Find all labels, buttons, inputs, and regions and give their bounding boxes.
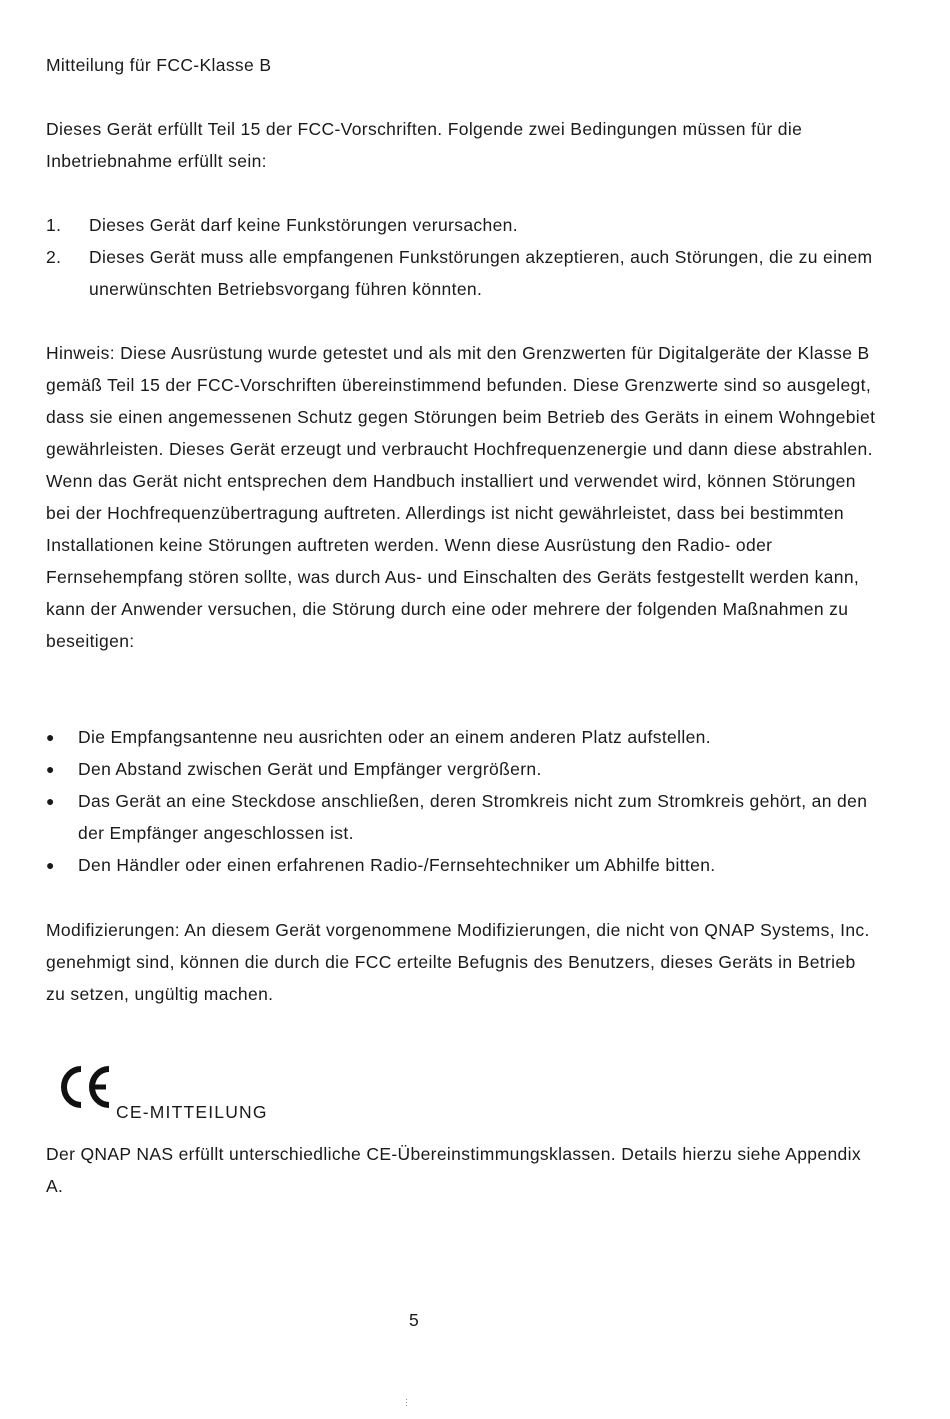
page-number: 5 (408, 1310, 420, 1330)
list-item-text: Den Abstand zwischen Gerät und Empfänger vergrößern. (78, 759, 542, 779)
list-item-text: Dieses Gerät muss alle empfangenen Funkstörungen akzeptieren, auch Störungen, die zu einem unerwünschten Betriebsvorgang führen könnten. (89, 247, 873, 299)
fcc-conditions-list (46, 209, 876, 305)
fcc-intro-paragraph: Dieses Gerät erfüllt Teil 15 der FCC-Vorschriften. Folgende zwei Bedingungen müssen für die Inbetriebnahme erfüllt sein: (46, 119, 803, 171)
bullet-icon: ● (46, 857, 55, 873)
bullet-icon: ● (46, 793, 55, 809)
list-number: 1. (46, 215, 62, 235)
fcc-measures-list (46, 721, 876, 881)
list-item (46, 209, 876, 241)
ce-paragraph: Der QNAP NAS erfüllt unterschiedliche CE-Übereinstimmungsklassen. Details hierzu siehe Appendix A. (46, 1144, 861, 1196)
list-item-text: Dieses Gerät darf keine Funkstörungen verursachen. (89, 215, 518, 235)
ce-logo-icon (54, 1062, 114, 1112)
list-item-text: Den Händler oder einen erfahrenen Radio-/Fernsehtechniker um Abhilfe bitten. (78, 855, 716, 875)
list-item-text: Die Empfangsantenne neu ausrichten oder an einem anderen Platz aufstellen. (78, 727, 711, 747)
list-item (46, 849, 876, 881)
list-number: 2. (46, 247, 62, 267)
fcc-title: Mitteilung für FCC-Klasse B (46, 55, 272, 75)
list-item (46, 241, 876, 305)
list-item-text: Das Gerät an eine Steckdose anschließen, deren Stromkreis nicht zum Stromkreis gehört, an den der Empfänger angeschlossen ist. (78, 791, 868, 843)
ce-heading: CE-MITTEILUNG (116, 1102, 268, 1122)
list-item (46, 721, 876, 753)
fcc-hinweis-paragraph: Hinweis: Diese Ausrüstung wurde getestet und als mit den Grenzwerten für Digitalgeräte der Klasse B gemäß Teil 15 der FCC-Vorschriften übereinstimmend befunden. Diese Grenzwerte sind so ausgelegt, dass sie einen angemessenen Schutz gegen Störungen beim Betrieb des Geräts in einem Wohngebiet gewährleisten. Dieses Gerät erzeugt und verbraucht Hochfrequenzenergie und dann diese abstrahlen. Wenn das Gerät nicht entsprechen dem Handbuch installiert und verwendet wird, können Störungen bei der Hochfrequenzübertragung auftreten. Allerdings ist nicht gewährleistet, dass bei bestimmten Installationen keine Störungen auftreten werden. Wenn diese Ausrüstung den Radio- oder Fernsehempfang stören sollte, was durch Aus- und Einschalten des Geräts festgestellt werden kann, kann der Anwender versuchen, die Störung durch eine oder mehrere der folgenden Maßnahmen zu beseitigen: (46, 343, 876, 651)
scan-artifact-dots (405, 1399, 409, 1407)
list-item (46, 785, 876, 849)
bullet-icon: ● (46, 729, 55, 745)
bullet-icon: ● (46, 761, 55, 777)
list-item (46, 753, 876, 785)
ce-section-header (46, 1062, 876, 1128)
fcc-modifications-paragraph: Modifizierungen: An diesem Gerät vorgenommene Modifizierungen, die nicht von QNAP Systems, Inc. genehmigt sind, können die durch die FCC erteilte Befugnis des Benutzers, dieses Geräts in Betrieb zu setzen, ungültig machen. (46, 920, 870, 1004)
